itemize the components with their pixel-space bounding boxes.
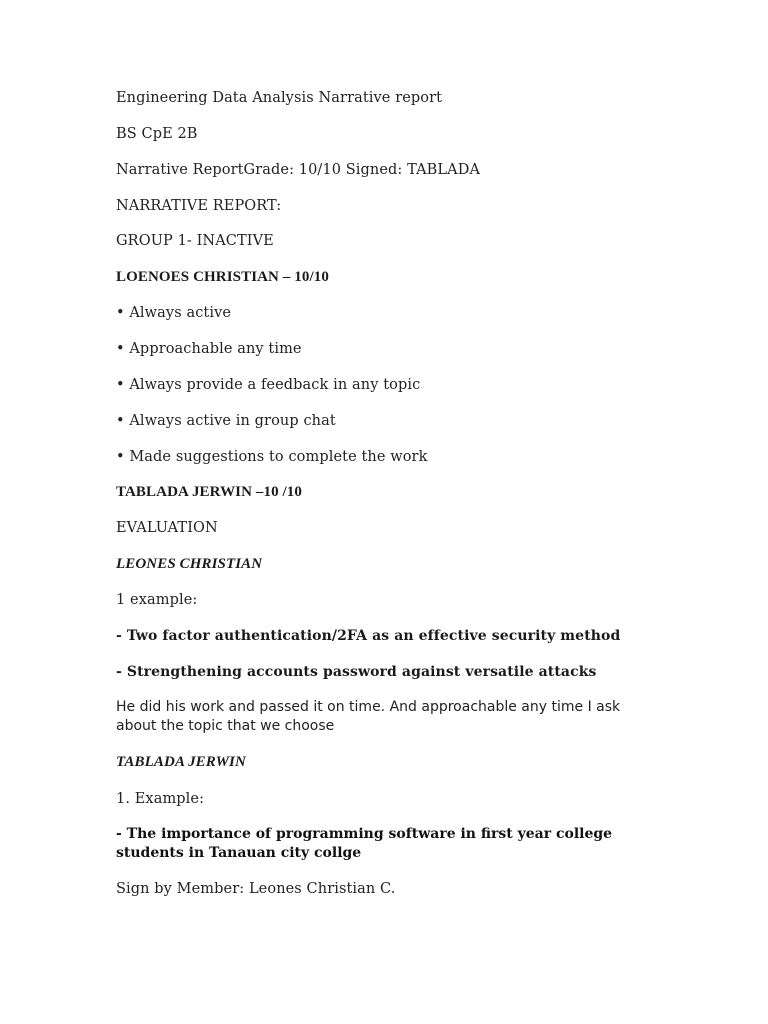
report-heading: NARRATIVE REPORT: <box>116 198 282 214</box>
signature-line: Sign by Member: Leones Christian C. <box>116 881 396 897</box>
eval2-name: TABLADA JERWIN <box>116 754 246 770</box>
eval1-example-item: - Strengthening accounts password against versatile attacks <box>116 664 597 680</box>
bullet-item: • Made suggestions to complete the work <box>116 449 428 465</box>
eval2-example-item: - The importance of programming software in first year college students in Tanauan city collge <box>116 826 613 861</box>
section-label: BS CpE 2B <box>116 126 198 142</box>
bullet-item: • Approachable any time <box>116 341 302 357</box>
member2-heading: TABLADA JERWIN –10 /10 <box>116 484 303 500</box>
group-label: GROUP 1- INACTIVE <box>116 233 274 249</box>
bullet-item: • Always active <box>116 305 232 321</box>
bullet-item: • Always provide a feedback in any topic <box>116 377 421 393</box>
eval1-comment: He did his work and passed it on time. And approachable any time I ask about the topic that we choose <box>116 699 621 734</box>
bullet-item: • Always active in group chat <box>116 413 336 429</box>
member1-heading: LOENOES CHRISTIAN – 10/10 <box>116 269 329 285</box>
grade-line: Narrative ReportGrade: 10/10 Signed: TABLADA <box>116 162 481 178</box>
eval1-example-item: - Two factor authentication/2FA as an effective security method <box>116 628 621 644</box>
eval1-name: LEONES CHRISTIAN <box>116 556 263 572</box>
eval2-example-label: 1. Example: <box>116 791 205 807</box>
document-title: Engineering Data Analysis Narrative report <box>116 90 443 106</box>
eval1-example-label: 1 example: <box>116 592 198 608</box>
evaluation-heading: EVALUATION <box>116 520 218 536</box>
